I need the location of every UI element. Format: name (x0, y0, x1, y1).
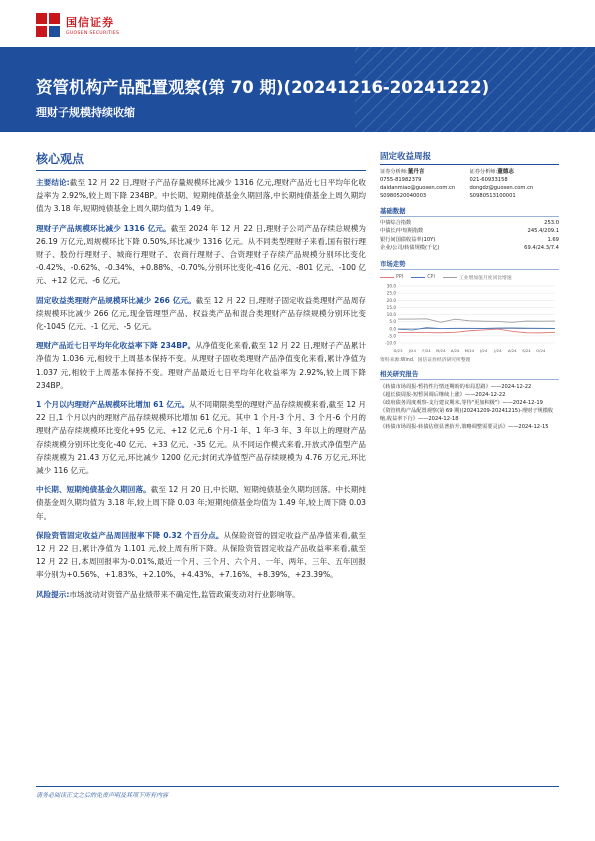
report-title-link[interactable]: 《政府债务周度观察-支行建议期末,等待"更加积极"》 (380, 399, 503, 406)
related-reports-list (380, 383, 559, 431)
report-date: ——2024-12-22 (490, 383, 532, 390)
paragraph-body: 截至 12 月 20 日,中长期、短期纯债基金久期均回落。中长期纯债基金周久期均值为 3.18 年,较上周下降 0.03 年;短期纯债基金均值为 1.49 年,较上周下降 0.03 年。 (36, 485, 366, 521)
table-row: 银行间国债收益率(10Y) 1.69 (380, 236, 559, 243)
report-title-link[interactable]: 《转债市场周报-转债估值显著抬升,策略调整需要灵活》 (380, 423, 509, 430)
analyst-1 (380, 168, 470, 200)
x-tick-label: D/23 (393, 347, 403, 353)
paragraph-body: 截至 12 月 22 日,理财子固定收益类理财产品周存续规模环比减少 266 亿元,现金管理型产品、权益类产品和混合类理财产品存续规模分别环比变化-1045 亿元、-1 亿元、-5 亿元。 (36, 295, 366, 332)
paragraph-lead: 理财子产品规模环比减少 1316 亿元。 (36, 223, 171, 233)
legend-item: CPI (411, 275, 435, 280)
paragraph-body: 截至 2024 年 12 月 22 日,理财子公司产品存续总规模为 26.19 万亿元,周规模环比下降 0.50%,环比减少 1316 亿元。从不同类型理财子来看,国有银行理财子、股份行理财子、城商行理财子、农商行理财子、合资理财子存续产品规模分别环比变化 -0.42%、-0.62%、-0.34%、+0.88%、-0.70%,分别环比变化-416 亿元、-801 亿元、-100 亿元、+12 亿元、-6 亿元。 (36, 223, 367, 286)
sidebar (380, 150, 559, 431)
y-tick-label: 15.0 (386, 304, 396, 310)
sidebar-title: 固定收益周报 (380, 150, 559, 165)
analyst-cert: S0980513100001 (469, 193, 516, 199)
x-tick-label: J/24 (408, 347, 416, 353)
brand-name-cn: 国信证券 (66, 16, 114, 29)
paragraph-body: 从不同期限类型的理财产品存续规模来看,截至 12 月 22 日,1 个月以内的理财产品存续规模环比增加 61 亿元。其中 1 个月-3 个月、3 个月-6 个月的理财产品存续规模环比变化+95 亿元、+12 亿元,6 个月-1 年、1 年-3 年、3 年以上的理财产品存续规模分别环比变化-40 亿元、+33 亿元、-35 亿元。从不同运作模式来看,开放式净值型产品存续规模为 21.43 万亿元,环比减少 1200 亿元;封闭式净值型产品存续规模为 4.76 万亿元,环比减少 116 亿元。 (36, 400, 367, 476)
analyst-label: 证券分析师: (380, 169, 408, 175)
related-report-item[interactable] (380, 423, 559, 431)
paragraph-lead: 风险提示: (36, 589, 70, 599)
x-tick-label: J/24 (480, 347, 488, 353)
related-report-item[interactable] (380, 391, 559, 399)
analyst-2 (470, 168, 560, 200)
paragraph-lead: 理财产品近七日平均年化收益率下降 234BP。 (36, 341, 196, 351)
y-tick-label: 25.0 (386, 290, 396, 296)
paragraph-body: 截至 12 月 22 日,理财子产品存量规模环比减少 1316 亿元,理财产品近七日平均年化收益率为 2.92%,较上周下降 234BP。中长期、短期纯债基金久期回落,中长期纯债基金上周久期均值为 3.18 年,短期纯债基金上周久期均值为 1.49 年。 (36, 178, 366, 214)
brand-name-en: GUOSEN SECURITIES (66, 31, 120, 36)
table-row: 中债综合指数 253.0 (380, 220, 559, 226)
paragraph-body: 市场波动对资管产品业绩带来不确定性,监管政策变动对行业影响等。 (69, 589, 300, 599)
y-tick-label: 5.0 (389, 318, 396, 324)
paragraph-lead: 中长期、短期纯债基金久期回落。 (36, 485, 151, 495)
paragraph-body: 从净值变化来看,截至 12 月 22 日,理财子产品累计净值为 1.036 元,相较于上周基本保持不变。从理财子固收类理财产品净值变化来看,累计净值为 1.037 元,相较于上周基本保持不变。理财产品最近七日平均年化收益率为 2.92%,较上周下降 234BP。 (36, 341, 366, 390)
market-trend-chart (380, 283, 559, 355)
x-tick-label: A/24 (450, 347, 460, 353)
paragraph-lead: 固定收益类理财产品规模环比减少 266 亿元。 (36, 295, 196, 305)
x-tick-label: J/24 (494, 347, 502, 353)
related-reports-title: 相关研究报告 (380, 369, 559, 380)
core-views (36, 150, 366, 607)
x-tick-label: M/24 (464, 347, 475, 353)
analyst-block (380, 168, 559, 200)
x-tick-label: A/24 (507, 347, 517, 353)
table-row: 中债长/中短期指数 245.4/209.1 (380, 228, 559, 235)
x-tick-label: M/24 (436, 347, 446, 353)
x-tick-label: S/24 (522, 347, 531, 353)
market-trend-title: 市场走势 (380, 259, 559, 270)
report-date: ——2024-12-19 (502, 399, 543, 406)
table-row: 企业/公司/转债规模(千亿) 69.4/24.3/7.4 (380, 245, 559, 252)
legend-item: 工业增加值月度同比增速 (443, 274, 512, 281)
y-tick-label: 20.0 (386, 297, 396, 303)
report-title-link[interactable]: 《资管机构产品配置观察(第 69 期)(20241209-20241215)-理财子规模收缩,收益率下行》 (380, 407, 554, 422)
y-tick-label: 10.0 (386, 311, 396, 317)
report-title-link[interactable]: 《转债市场周报-暂持性行情还期盼的布局思路》 (380, 383, 491, 390)
analyst-name: 董德志 (497, 169, 514, 175)
chart-legend (380, 274, 559, 281)
brand-logo-icon (36, 13, 60, 37)
y-tick-label: 30.0 (386, 283, 396, 289)
related-report-item[interactable] (380, 383, 559, 391)
core-paragraph (36, 483, 366, 523)
report-date: ——2024-12-22 (464, 391, 506, 398)
report-title: 资管机构产品配置观察(第 70 期)(20241216-20241222) (36, 78, 490, 97)
chart-source: 资料来源:Wind、国信证券经济研究所整理 (380, 357, 471, 363)
analyst-email[interactable]: daidanmiao@guosen.com.cn (380, 185, 456, 191)
report-date: ——2024-12-18 (417, 415, 459, 422)
core-paragraph (36, 398, 366, 477)
core-paragraph (36, 529, 366, 582)
y-tick-label: 0.0 (389, 325, 396, 331)
footer-disclaimer: 请务必阅读正文之后的免责声明及其项下所有内容 (36, 786, 559, 799)
base-data-title: 基础数据 (380, 206, 559, 217)
brand-logo (36, 13, 119, 37)
core-paragraph (36, 294, 366, 334)
core-paragraph (36, 588, 366, 601)
report-date: ——2024-12-15 (508, 423, 549, 430)
analyst-label: 证券分析师: (469, 169, 498, 175)
analyst-phone: 021-60933158 (469, 177, 508, 183)
core-paragraph (36, 176, 366, 216)
series-line-PPI (398, 329, 555, 333)
core-paragraph (36, 339, 366, 392)
paragraph-lead: 保险资管固定收益产品周回报率下降 0.32 个百分点。 (36, 530, 224, 540)
x-tick-label: O/24 (536, 347, 546, 353)
report-subtitle: 理财子规模持续收缩 (36, 106, 135, 119)
related-report-item[interactable] (380, 399, 559, 407)
analyst-name: 董丹言 (407, 169, 425, 175)
report-title-link[interactable]: 《超长债周报-短暂回调后继续上涨》 (380, 391, 465, 398)
legend-item: PPI (380, 275, 403, 280)
analyst-email[interactable]: dongdz@guosen.com.cn (469, 185, 534, 191)
y-tick-label: -10.0 (385, 340, 396, 346)
y-tick-label: -5.0 (387, 333, 396, 338)
analyst-phone: 0755-81982379 (380, 177, 422, 183)
base-data-table (380, 219, 559, 253)
core-views-title: 核心观点 (36, 150, 366, 171)
core-paragraph (36, 222, 366, 288)
analyst-cert: S0980520040003 (380, 193, 427, 199)
paragraph-lead: 1 个月以内理财产品规模环比增加 61 亿元。 (36, 400, 190, 410)
paragraph-lead: 主要结论: (36, 178, 70, 187)
paragraph-body: 从保险资管的固定收益产品净值来看,截至 12 月 22 日,累计净值为 1.101 元,较上周有所下降。从保险资管固定收益产品收益率来看,截至 12 月 22 日,本周回报率为-0.01%,最近一个月、三个月、六个月、一年、两年、三年、五年回报率分别为+0.56%、+1.83%、+2.10%、+4.43%、+7.16%、+8.39%、+23.39%。 (36, 530, 366, 580)
x-tick-label: F/24 (422, 347, 431, 353)
related-report-item[interactable] (380, 407, 559, 423)
